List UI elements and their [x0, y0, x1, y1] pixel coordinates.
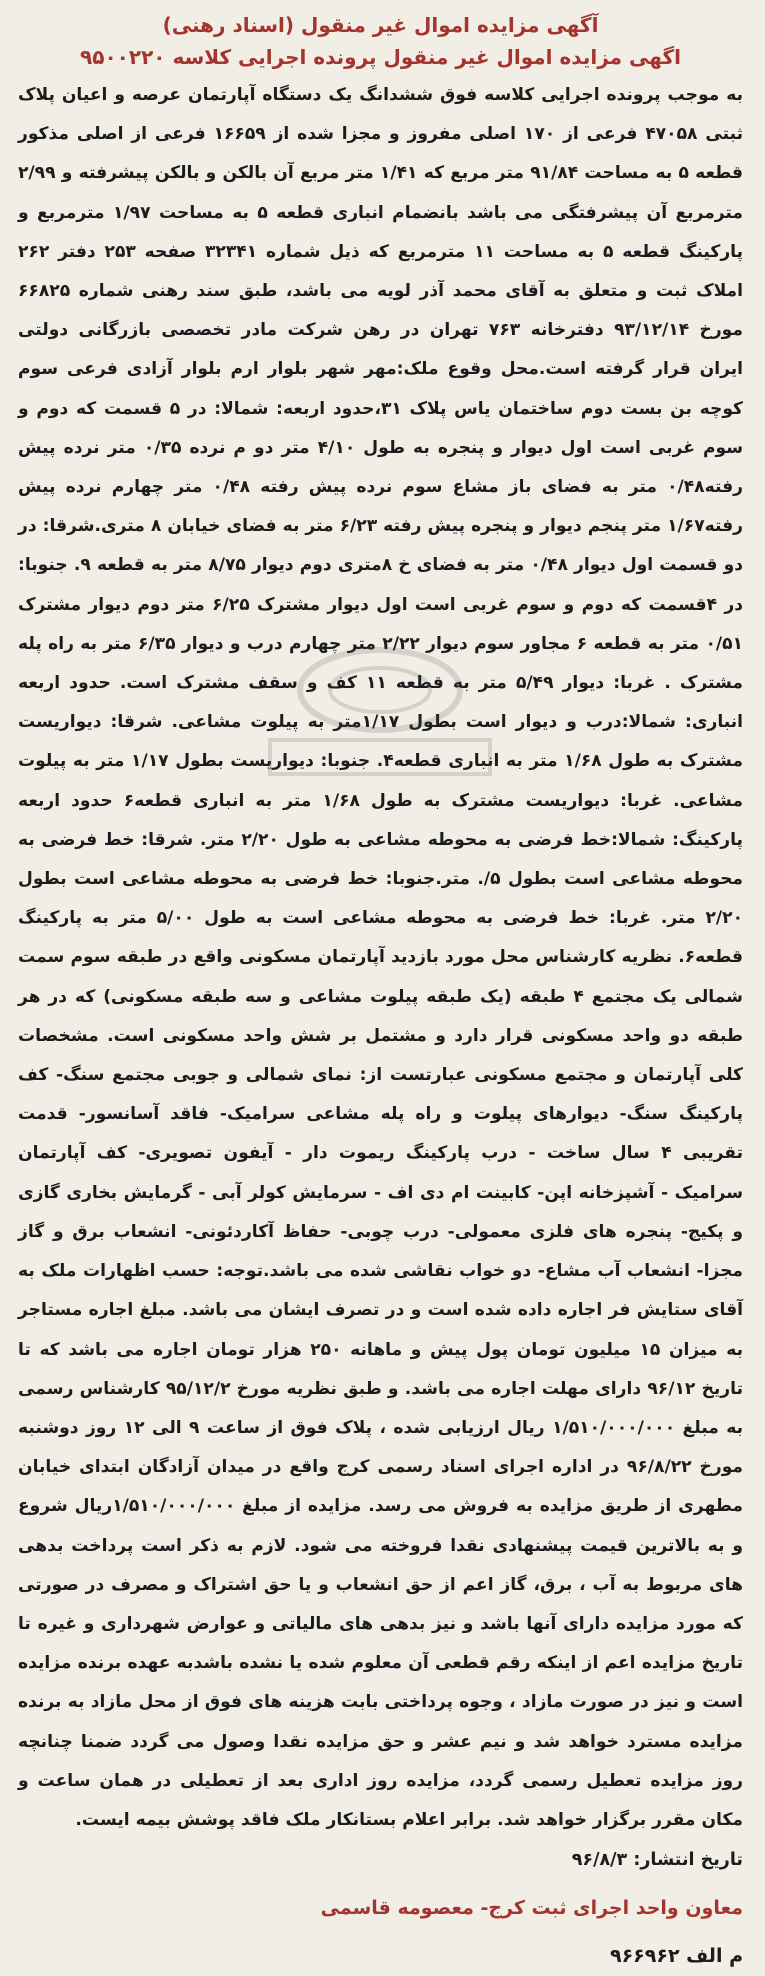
notice-title: آگهی مزایده اموال غیر منقول (اسناد رهنی)	[162, 13, 599, 37]
reference-number: م الف ۹۶۶۹۶۲	[609, 1945, 743, 1968]
notice-body: به موجب پرونده اجرایی کلاسه فوق ششدانگ یک دستگاه آپارتمان عرصه و اعیان پلاک ثبتی ۴۷۰۵۸ فرعی از ۱۷۰ اصلی مفروز و مجزا شده از ۱۶۶۵۹ فرعی از اصلی مذکور قطعه ۵ به مساحت ۹۱/۸۴ متر مربع که ۱/۴۱ متر مربع آن بالکن و بالکن پیشرفته و ۲/۹۹ مترمربع آن پیشرفتگی می باشد بانضمام انباری قطعه ۵ به مساحت ۱/۹۷ مترمربع و پارکینگ قطعه ۵ به مساحت ۱۱ مترمربع که ذیل شماره ۳۲۳۴۱ صفحه ۲۵۳ دفتر ۲۶۲ املاک ثبت و متعلق به آقای محمد آذر لویه می باشد، طبق سند رهنی شماره ۶۶۸۲۵ مورخ ۹۳/۱۲/۱۴ دفترخانه ۷۶۳ تهران در رهن شرکت مادر تخصصی بازرگانی دولتی ایران قرار گرفته است.محل وقوع ملک:مهر شهر بلوار ارم بلوار آزادی فرعی سوم کوچه بن بست دوم ساختمان یاس پلاک ۳۱،حدود اربعه: شمالا: در ۵ قسمت که دوم و سوم غربی است اول دیوار و پنجره به طول ۴/۱۰ متر دو م نرده ۰/۳۵ متر نرده پیش رفته۰/۴۸ متر به فضای باز مشاع سوم نرده پیش رفته ۰/۴۸ متر چهارم نرده پیش رفته۱/۶۷ متر پنجم دیوار و پنجره پیش رفته ۶/۲۳ متر به فضای خیابان ۸ متری.شرقا: در دو قسمت اول دیوار ۰/۴۸ متر به فضای خ ۸متری دوم دیوار ۸/۷۵ متر به قطعه ۹. جنوبا: در ۴قسمت که دوم و سوم غربی است اول دیوار مشترک ۶/۲۵ متر دوم دیوار مشترک ۰/۵۱ متر به قطعه ۶ مجاور سوم دیوار ۲/۲۲ متر چهارم درب و دیوار ۶/۳۵ متر به راه پله مشترک . غربا: دیوار ۵/۴۹ متر به قطعه ۱۱ کف و سقف مشترک است. حدود اربعه انباری: شمالا:درب و دیوار است بطول ۱/۱۷متر به پیلوت مشاعی. شرقا: دیواریست مشترک به طول ۱/۶۸ متر به انباری قطعه۴. جنوبا: دیواریست بطول ۱/۱۷ متر به پیلوت مشاعی. غربا: دیواریست مشترک به طول ۱/۶۸ متر به انباری قطعه۶ حدود اربعه پارکینگ: شمالا:خط فرضی به محوطه مشاعی به طول ۲/۲۰ متر. شرقا: خط فرضی به محوطه مشاعی است بطول ۵/. متر.جنوبا: خط فرضی به محوطه مشاعی است بطول ۲/۲۰ متر. غربا: خط فرضی به محوطه مشاعی است به طول ۵/۰۰ متر به پارکینگ قطعه۶. نظریه کارشناس محل مورد بازدید آپارتمان مسکونی واقع در طبقه سوم سمت شمالی یک مجتمع ۴ طبقه (یک طبقه پیلوت مشاعی و سه طبقه مسکونی) که در هر طبقه دو واحد مسکونی قرار دارد و مشتمل بر شش واحد مسکونی است. مشخصات کلی آپارتمان و مجتمع مسکونی عبارتست از: نمای شمالی و جوبی مجتمع سنگ- کف پارکینگ سنگ- دیوارهای پیلوت و راه پله مشاعی سرامیک- فاقد آسانسور- قدمت تقریبی ۴ سال ساخت - درب پارکینگ ریموت دار - آیفون تصویری- کف آپارتمان سرامیک - آشپزخانه اپن- کابینت ام دی اف - سرمایش کولر آبی - گرمایش بخاری گازی و پکیج- پنجره های فلزی معمولی- درب چوبی- حفاظ آکاردئونی- انشعاب برق و گاز مجزا- انشعاب آب مشاع- دو خواب نقاشی شده می باشد.توجه: حسب اظهارات ملک به آقای ستایش فر اجاره داده شده است و در تصرف ایشان می باشد. مبلغ اجاره مستاجر به میزان ۱۵ میلیون تومان پول پیش و ماهانه ۲۵۰ هزار تومان اجاره می باشد که تا تاریخ ۹۶/۱۲ دارای مهلت اجاره می باشد. و طبق نظریه مورخ ۹۵/۱۲/۲ کارشناس رسمی به مبلغ ۱/۵۱۰/۰۰۰/۰۰۰ ریال ارزیابی شده ، پلاک فوق از ساعت ۹ الی ۱۲ روز دوشنبه مورخ ۹۶/۸/۲۲ در اداره اجرای اسناد رسمی کرج واقع در میدان آزادگان ابتدای خیابان مطهری از طریق مزایده به فروش می رسد. مزایده از مبلغ ۱/۵۱۰/۰۰۰/۰۰۰ریال شروع و به بالاترین قیمت پیشنهادی نقدا فروخته می شود. لازم به ذکر است پرداخت بدهی های مربوط به آب ، برق، گاز اعم از حق انشعاب و یا حق اشتراک و مصرف در صورتی که مورد مزایده دارای آنها باشد و نیز بدهی های مالیاتی و عوارض شهرداری و غیره تا تاریخ مزایده اعم از اینکه رقم قطعی آن معلوم شده یا نشده باشدبه عهده برنده مزایده است و نیز در صورت مازاد ، وجوه پرداختی بابت هزینه های فوق از محل مازاد به برنده مزایده مسترد خواهد شد و نیم عشر و حق مزایده نقدا وصول می گردد ضمنا چنانچه روز مزایده تعطیل رسمی گردد، مزایده روز اداری بعد از تعطیلی در همان ساعت و مکان مقرر برگزار خواهد شد. برابر اعلام بستانکار ملک فاقد پوشش بیمه ایست.	[18, 85, 744, 1830]
signature: معاون واحد اجرای ثبت کرج- معصومه قاسمی	[320, 1897, 743, 1920]
publish-date: تاریخ انتشار: ۹۶/۸/۳	[571, 1850, 743, 1871]
notice-subtitle: اگهی مزایده اموال غیر منقول پرونده اجرایی کلاسه ۹۵۰۰۲۲۰	[80, 45, 681, 69]
